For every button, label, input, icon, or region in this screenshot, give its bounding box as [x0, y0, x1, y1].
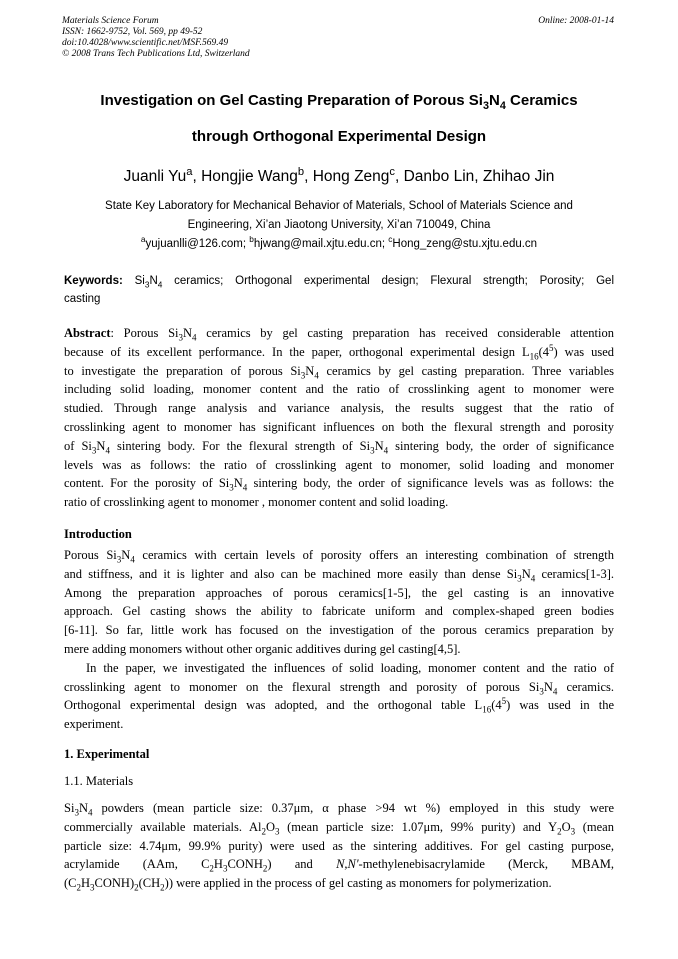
affiliation: State Key Laboratory for Mechanical Behavior of Materials, School of Materials Science and Engineering, Xi’an Jiaotong University, Xi’an 710049, China: [105, 200, 573, 231]
author: Zhihao Jin: [482, 168, 555, 185]
introduction-body: Porous $Si_3N_4$ ceramics with certain levels of porosity offers an interesting combination of strength and stiffness, and it is lighter and also can be machined more easily than dense $Si_3N_4$ ceramics[1-3]. Among the preparation approaches of porous ceramics[1-5], the gel casting is an innovative approach. Gel casting shows the ability to fabricate uniform and complex-shaped green bodies [6-11]. So far, little work has focused on the investigation of the porous ceramics preparation by mere adding monomers without other organic additives during gel casting[4,5]. In the paper, we investigated the influences of solid loading, monomer content and the ratio of crosslinking agent to monomer on the flexural strength and porosity of porous $Si_3N_4$ ceramics. Orthogonal experimental design was adopted, and the orthogonal table $L_{16}(4^5)$ was used in the experiment.: [64, 548, 614, 732]
abstract: Abstract: Porous $Si_3N_4$ ceramics by gel casting preparation has received considerable attention because of its excellent performance. In the paper, orthogonal experimental design $L_{16}(4^5)$ was used to investigate the preparation of porous $Si_3N_4$ ceramics by gel casting preparation. Three variables including solid loading, monomer content and the ratio of crosslinking agent to monomer were studied. Through range analysis and variance analysis, the results suggest that the ratio of crosslinking agent to monomer has significant influences on both the flexural strength and porosity of $Si_3N_4$ sintering body. For the flexural strength of $Si_3N_4$ sintering body, the order of significance levels was as follows: the ratio of crosslinking agent to monomer, solid loading and monomer content. For the porosity of $Si_3N_4$ sintering body, the order of significance levels was as follows: the ratio of crosslinking agent to monomer , monomer content and solid loading.: [64, 326, 614, 510]
materials-subheading: 1.1. Materials: [64, 774, 134, 788]
doi-line[interactable]: doi:10.4028/www.scientific.net/MSF.569.49: [62, 38, 229, 48]
author-emails: $^a$yujuanlli@126.com; $^b$hjwang@mail.xjtu.edu.cn; $^c$Hong_zeng@stu.xjtu.edu.cn: [140, 235, 538, 250]
keywords: Keywords: $Si_3N_4$ ceramics; Orthogonal experimental design; Flexural strength; Porosity; Gel casting: [64, 275, 614, 305]
paper-title-line-1: Investigation on Gel Casting Preparation of Porous $Si_3N_4$ Ceramics: [100, 92, 578, 112]
author-list: [40, 167, 638, 187]
author: Hongjie Wang$^b$,: [201, 165, 313, 185]
email[interactable]: $^b$hjwang@mail.xjtu.edu.cn: [249, 235, 382, 250]
experimental-heading: 1. Experimental: [64, 747, 150, 761]
abstract-label: Abstract: [64, 326, 111, 340]
journal-header: [62, 16, 250, 60]
journal-name: Materials Science Forum: [62, 16, 159, 26]
introduction-heading: Introduction: [64, 527, 132, 541]
keywords-label: Keywords:: [64, 275, 123, 287]
paper-title-line-2: through Orthogonal Experimental Design: [191, 128, 487, 145]
author: Danbo Lin,: [403, 168, 483, 185]
issn-line: ISSN: 1662-9752, Vol. 569, pp 49-52: [62, 27, 203, 37]
copyright-line: © 2008 Trans Tech Publications Ltd, Switzerland: [62, 49, 250, 59]
online-date: Online: 2008-01-14: [538, 16, 614, 26]
email[interactable]: $^a$yujuanlli@126.com: [140, 235, 243, 250]
email[interactable]: $^c$Hong_zeng@stu.xjtu.edu.cn: [388, 235, 538, 250]
author: Juanli Yu$^a$,: [123, 165, 202, 185]
author: Hong Zeng$^c$,: [312, 165, 404, 185]
materials-body: $Si_3N_4$ powders (mean particle size: 0.37μm, α phase >94 wt %) employed in this study were commercially available materials. $Al_2O_3$ (mean particle size: 1.07μm, 99% purity) and $Y_2O_3$ (mean particle size: 4.74μm, 99.9% purity) were used as the sintering additives. For gel casting purpose, acrylamide (AAm, $C_2H_3CONH_2$) and N,N'-methylenebisacrylamide (Merck, MBAM, $(C_2H_3CONH)_2(CH_2)$) were applied in the process of gel casting as monomers for polymerization.: [64, 801, 614, 893]
